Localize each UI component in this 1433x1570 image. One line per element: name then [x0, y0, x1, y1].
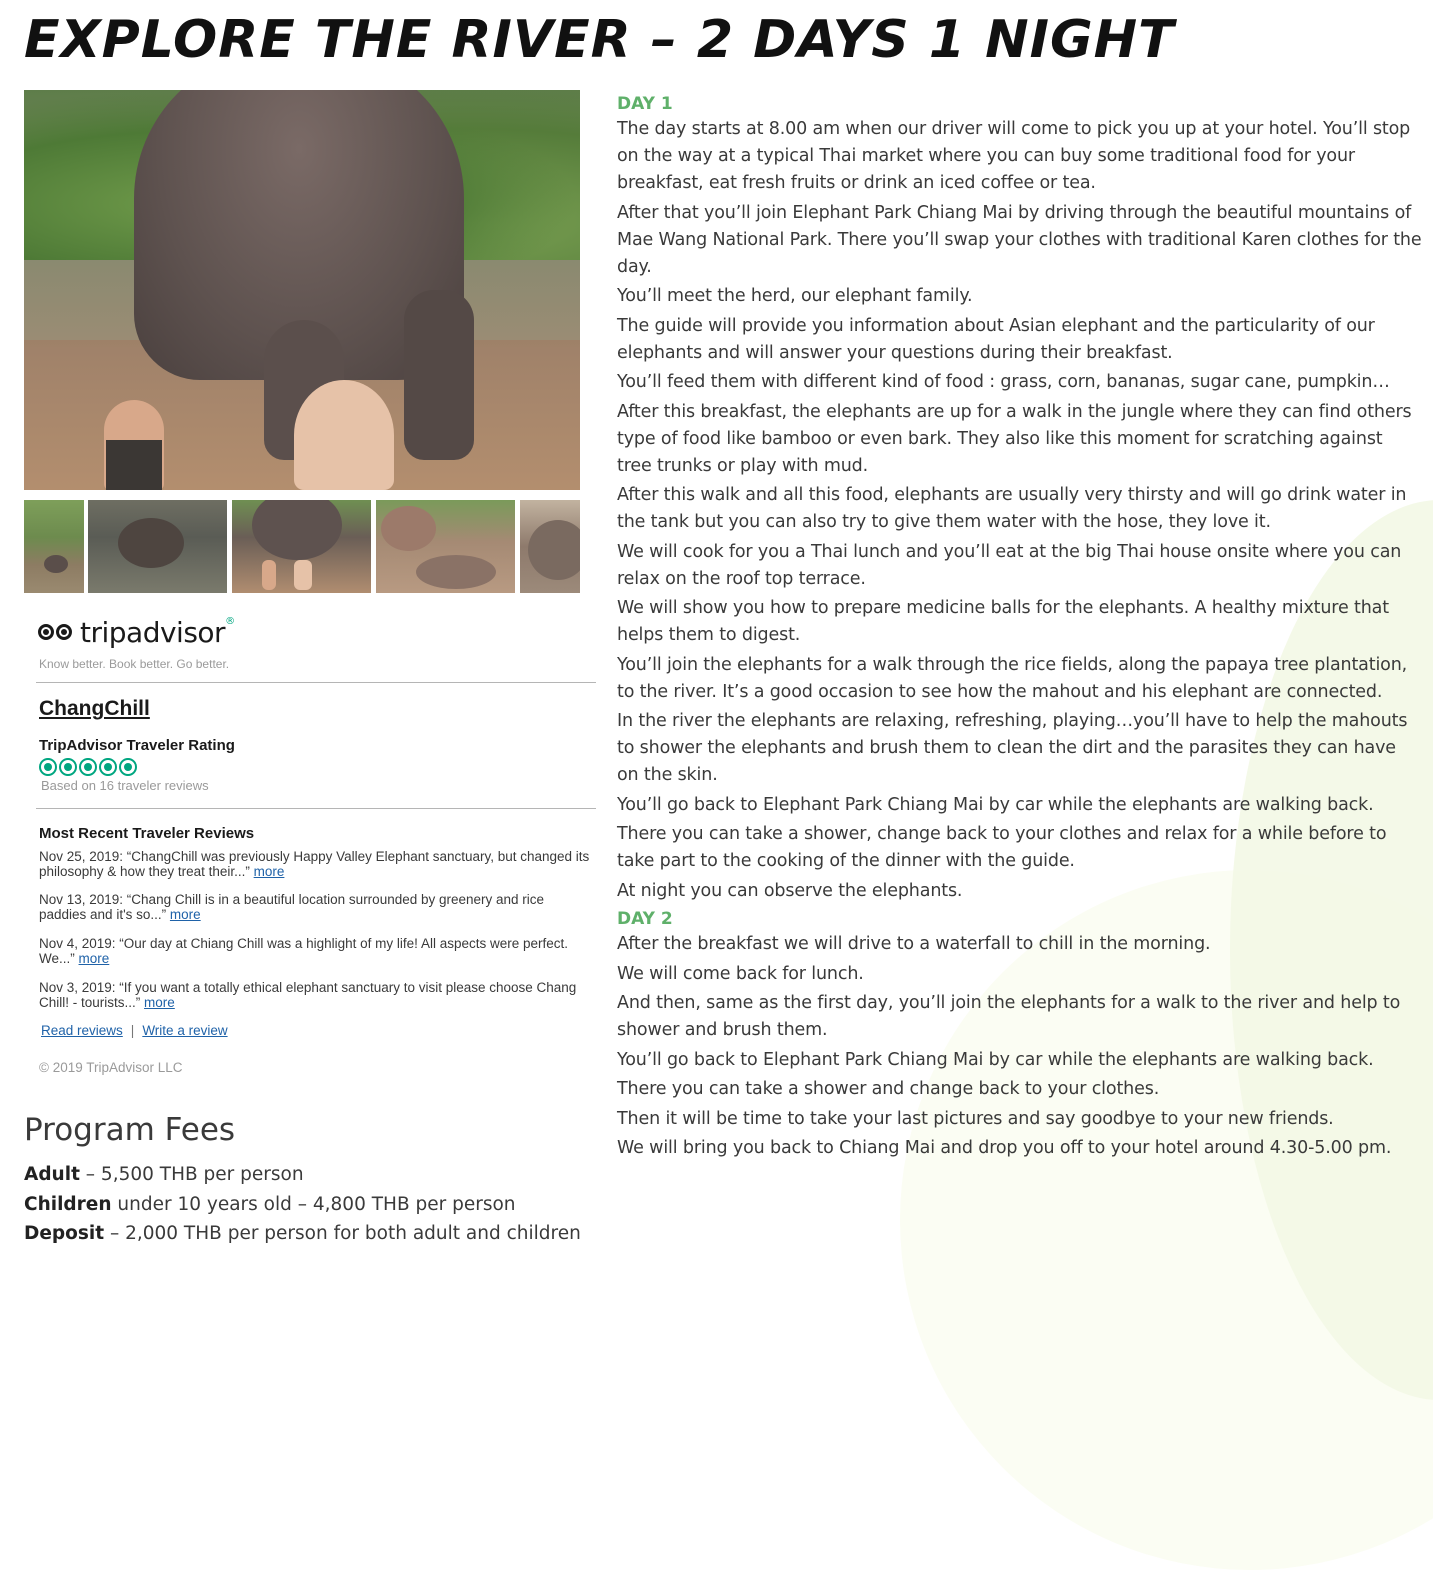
tripadvisor-logo[interactable] [38, 616, 235, 649]
link-separator: | [130, 1023, 135, 1038]
day-1-heading: DAY 1 [617, 94, 673, 114]
write-review-link[interactable]: Write a review [142, 1023, 228, 1038]
day-2-paragraph: After the breakfast we will drive to a waterfall to chill in the morning. [617, 934, 1211, 954]
page-title: EXPLORE THE RIVER – 2 DAYS 1 NIGHT [24, 10, 1175, 70]
read-reviews-link[interactable]: Read reviews [41, 1023, 123, 1038]
recent-reviews-title: Most Recent Traveler Reviews [39, 825, 255, 842]
gallery-thumbnail[interactable] [24, 500, 84, 593]
review-more-link[interactable]: more [78, 951, 110, 966]
review-more-link[interactable]: more [169, 907, 201, 922]
review-more-link[interactable]: more [253, 864, 285, 879]
fee-children: Children under 10 years old – 4,800 THB per person [24, 1194, 516, 1215]
rating-title: TripAdvisor Traveler Rating [39, 737, 235, 754]
day-2-heading: DAY 2 [617, 909, 673, 929]
day-1-paragraph: In the river the elephants are relaxing, refreshing, playing…you’ll have to help the mahouts to shower the elephants and brush them to clean the dirt and the parasites they can have on the skin. [617, 711, 1408, 785]
rating-bubble-icon [119, 758, 137, 776]
divider [36, 808, 596, 809]
day-1-paragraph: After that you’ll join Elephant Park Chiang Mai by driving through the beautiful mountains of Mae Wang National Park. There you’ll swap your clothes with traditional Karen clothes for the day. [617, 202, 1422, 277]
rating-bubble-icon [39, 758, 57, 776]
day-1-paragraph: There you can take a shower, change back to your clothes and relax for a while before to take part to the cooking of the dinner with the guide. [617, 824, 1387, 871]
tripadvisor-wordmark: tripadvisor® [80, 616, 235, 649]
itinerary [617, 92, 1422, 1165]
gallery-thumbnails [24, 500, 580, 593]
photo-elephant-leg [404, 290, 474, 460]
fee-adult: Adult – 5,500 THB per person [24, 1164, 304, 1185]
day-1-paragraph: You’ll feed them with different kind of food : grass, corn, bananas, sugar cane, pumpkin… [617, 372, 1390, 392]
day-2-paragraph: Then it will be time to take your last pictures and say goodbye to your new friends. [617, 1108, 1334, 1129]
day-1-paragraph: After this walk and all this food, elephants are usually very thirsty and will go drink water in the tank but you can also try to give them water with the hose, they love it. [617, 485, 1407, 532]
photo-child [294, 380, 394, 490]
day-1-paragraph: You’ll meet the herd, our elephant family. [617, 286, 973, 306]
rating-bubbles [39, 758, 139, 776]
divider [36, 682, 596, 683]
tripadvisor-copyright: © 2019 TripAdvisor LLC [39, 1060, 183, 1075]
day-2-paragraph: There you can take a shower and change back to your clothes. [617, 1079, 1160, 1099]
photo-child-shorts [106, 440, 162, 490]
day-1-paragraph: You’ll go back to Elephant Park Chiang Mai by car while the elephants are walking back. [617, 794, 1374, 815]
gallery-thumbnail[interactable] [88, 500, 227, 593]
review-more-link[interactable]: more [144, 995, 175, 1010]
day-2-paragraph: We will come back for lunch. [617, 963, 864, 984]
review-item: Nov 13, 2019: “Chang Chill is in a beautiful location surrounded by greenery and rice paddies and it's so...” more [39, 892, 545, 922]
day-1-paragraph: You’ll join the elephants for a walk through the rice fields, along the papaya tree plantation, to the river. It’s a good occasion to see how the mahout and his elephant are connected. [617, 654, 1408, 702]
day-1-paragraph: We will show you how to prepare medicine balls for the elephants. A healthy mixture that helps them to digest. [617, 598, 1389, 645]
day-1-paragraph: The guide will provide you information about Asian elephant and the particularity of our elephants and will answer your questions during their breakfast. [617, 315, 1375, 363]
day-2-paragraph: And then, same as the first day, you’ll join the elephants for a walk to the river and help to shower and brush them. [617, 993, 1401, 1040]
gallery-thumbnail[interactable] [520, 500, 580, 593]
review-item: Nov 4, 2019: “Our day at Chiang Chill was a highlight of my life! All aspects were perfect. We...” more [39, 936, 569, 966]
review-item: Nov 3, 2019: “If you want a totally ethical elephant sanctuary to visit please choose Chang Chill! - tourists...” more [39, 980, 577, 1010]
rating-bubble-icon [79, 758, 97, 776]
business-name-link[interactable]: ChangChill [39, 697, 150, 720]
day-1-paragraph: We will cook for you a Thai lunch and you’ll eat at the big Thai house onsite where you can relax on the roof top terrace. [617, 541, 1402, 589]
review-links [41, 1023, 228, 1038]
day-2-paragraph: We will bring you back to Chiang Mai and drop you off to your hotel around 4.30-5.00 pm. [617, 1138, 1392, 1158]
tripadvisor-owl-icon [38, 622, 76, 644]
rating-bubble-icon [59, 758, 77, 776]
review-count: Based on 16 traveler reviews [41, 778, 209, 793]
day-2-paragraph: You’ll go back to Elephant Park Chiang Mai by car while the elephants are walking back. [617, 1049, 1374, 1070]
main-gallery-image[interactable] [24, 90, 580, 490]
tripadvisor-tagline: Know better. Book better. Go better. [39, 657, 230, 671]
day-1-paragraph: The day starts at 8.00 am when our driver will come to pick you up at your hotel. You’ll stop on the way at a typical Thai market where you can buy some traditional food for your breakfast, eat fresh fruits or drink an iced coffee or tea. [617, 119, 1411, 193]
fee-deposit: Deposit – 2,000 THB per person for both adult and children [24, 1223, 581, 1244]
day-1-paragraph: After this breakfast, the elephants are up for a walk in the jungle where they can find others type of food like bamboo or even bark. They also like this moment for scratching against tree trunks or play with mud. [617, 401, 1412, 476]
gallery-thumbnail[interactable] [232, 500, 371, 593]
program-fees-title: Program Fees [24, 1112, 236, 1148]
rating-bubble-icon [99, 758, 117, 776]
review-item: Nov 25, 2019: “ChangChill was previously Happy Valley Elephant sanctuary, but changed its philosophy & how they treat their...” more [39, 849, 590, 879]
day-1-paragraph: At night you can observe the elephants. [617, 880, 963, 901]
gallery-thumbnail[interactable] [376, 500, 515, 593]
